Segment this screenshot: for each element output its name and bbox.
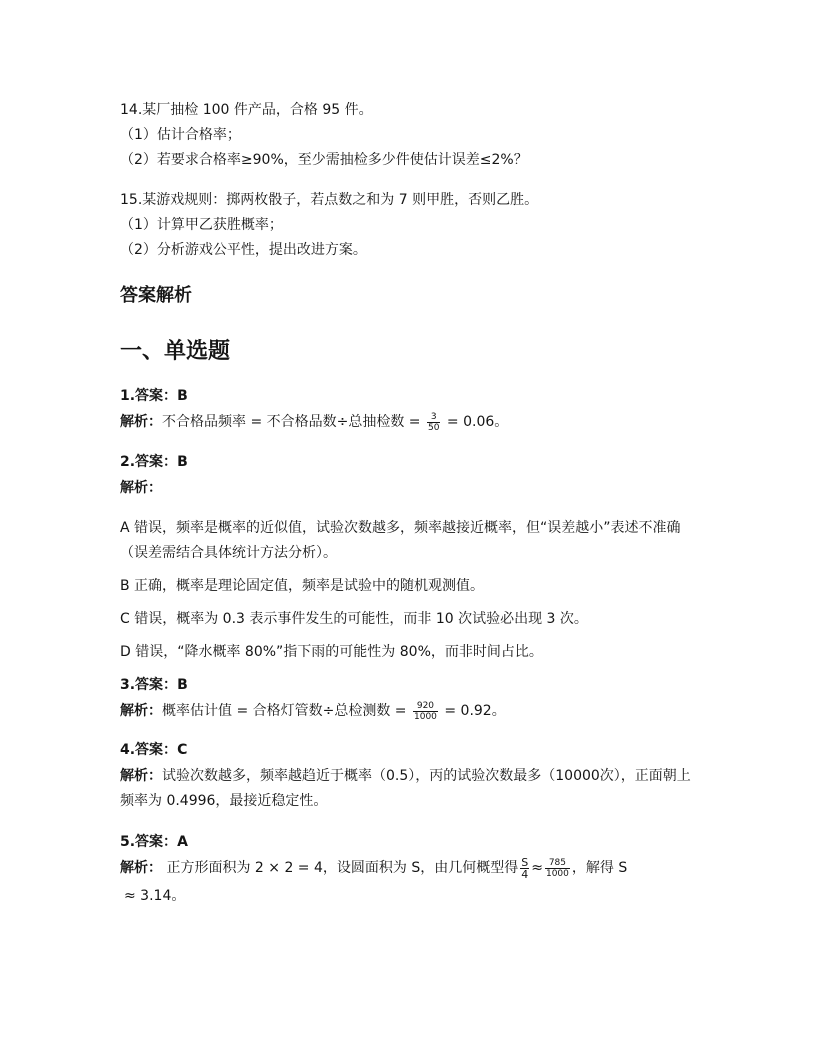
- answer-3-number: 3.答案：: [120, 677, 178, 693]
- fraction-denominator: 1000: [414, 711, 437, 722]
- fraction-numerator: 785: [545, 858, 570, 869]
- section-heading: 一、单选题: [120, 339, 231, 364]
- answer-4-choice: C: [177, 742, 188, 758]
- question-15-part-2: （2）分析游戏公平性，提出改进方案。: [120, 242, 367, 258]
- answer-2-option-b: B 正确，概率是理论固定值，频率是试验中的随机观测值。: [120, 578, 485, 594]
- question-15-stem: 15.某游戏规则：掷两枚骰子，若点数之和为 7 则甲胜，否则乙胜。: [120, 192, 539, 208]
- fraction-denominator: 1000: [545, 868, 569, 879]
- answer-3-analysis: [120, 699, 696, 724]
- answer-5-fraction-785-over-1000: [545, 858, 570, 879]
- answers-heading: 答案解析: [120, 285, 192, 306]
- answer-2-heading: [120, 450, 696, 475]
- answer-5-number: 5.答案：: [120, 834, 178, 850]
- question-14-part-2: （2）若要求合格率≥90%，至少需抽检多少件使估计误差≤2%？: [120, 152, 528, 168]
- answer-3-choice: B: [177, 677, 188, 693]
- answer-2-number: 2.答案：: [120, 454, 178, 470]
- answer-2-analysis-label: 解析：: [120, 480, 162, 496]
- answer-1-analysis-text: 不合格品频率 = 不合格品数÷总抽检数 =: [162, 414, 425, 430]
- answer-3-analysis-text: 概率估计值 = 合格灯管数÷总检测数 =: [162, 703, 411, 719]
- answer-4-heading: [120, 738, 696, 763]
- answer-4-analysis: [120, 764, 696, 814]
- answer-5-analysis: [120, 856, 696, 881]
- analysis-label: 解析：: [120, 860, 162, 876]
- analysis-label: 解析：: [120, 703, 162, 719]
- answer-1-number: 1.答案：: [120, 388, 178, 404]
- answer-3-fraction: [413, 701, 438, 722]
- answer-1-fraction: [427, 412, 440, 433]
- answer-5-fraction-s-over-4: [520, 857, 529, 880]
- answer-2-option-a: A 错误，频率是概率的近似值，试验次数越多，频率越接近概率，但“误差越小”表述不准确（误差需结合具体统计方法分析）。: [120, 520, 681, 561]
- fraction-numerator: S: [521, 855, 529, 869]
- answer-5-heading: [120, 830, 696, 855]
- question-15-part-1: （1）计算甲乙获胜概率；: [120, 217, 283, 233]
- answer-5-analysis-result: ≈ 3.14。: [124, 888, 186, 904]
- analysis-label: 解析：: [120, 414, 162, 430]
- answer-4-number: 4.答案：: [120, 742, 178, 758]
- answer-5-analysis-solve: ，解得 S: [571, 860, 628, 876]
- answer-1-heading: [120, 384, 696, 409]
- answer-1-analysis-result: = 0.06。: [442, 414, 509, 430]
- answer-1-analysis: [120, 410, 696, 435]
- answer-5-choice: A: [177, 834, 188, 850]
- answer-2-option-d: D 错误，“降水概率 80%”指下雨的可能性为 80%，而非时间占比。: [120, 644, 543, 660]
- answer-2-choice: B: [177, 454, 188, 470]
- answer-4-analysis-text: 试验次数越多，频率越趋近于概率（0.5），丙的试验次数最多（10000次），正面朝上频率为 0.4996，最接近稳定性。: [120, 768, 691, 809]
- answer-5-analysis-text: 正方形面积为 2 × 2 = 4，设圆面积为 S，由几何概型得: [162, 860, 519, 876]
- answer-3-heading: [120, 673, 696, 698]
- fraction-denominator: 4: [521, 867, 529, 881]
- fraction-numerator: 920: [413, 701, 438, 712]
- question-14-stem: 14.某厂抽检 100 件产品，合格 95 件。: [120, 102, 373, 118]
- fraction-numerator: 3: [427, 412, 440, 423]
- answer-3-analysis-result: = 0.92。: [439, 703, 506, 719]
- fraction-denominator: 50: [428, 422, 440, 433]
- question-14-part-1: （1）估计合格率；: [120, 127, 241, 143]
- analysis-label: 解析：: [120, 768, 162, 784]
- answer-2-option-c: C 错误，概率为 0.3 表示事件发生的可能性，而非 10 次试验必出现 3 次。: [120, 611, 588, 627]
- answer-1-choice: B: [177, 388, 188, 404]
- approx-sign: ≈: [531, 860, 543, 876]
